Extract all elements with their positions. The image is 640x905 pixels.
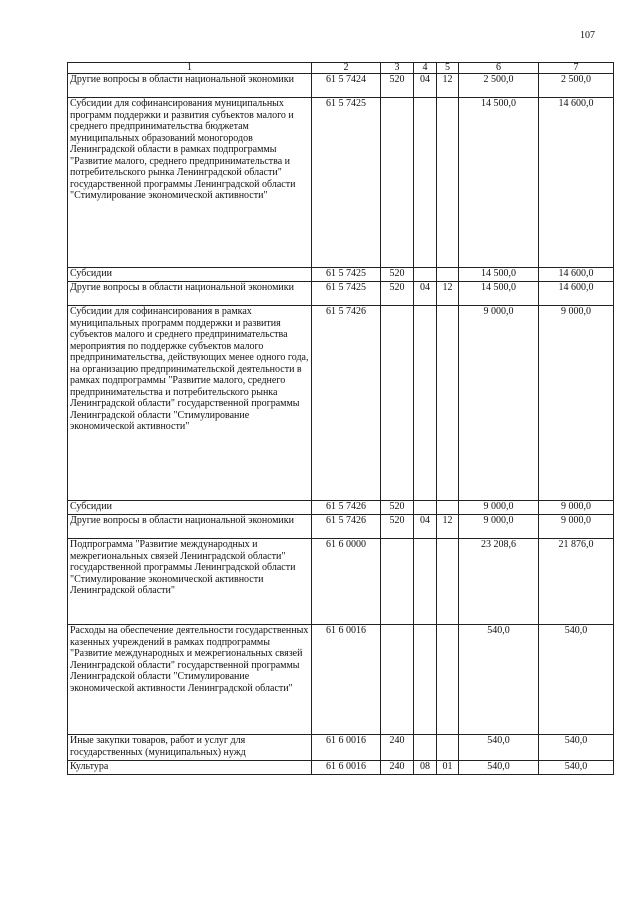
- row-pr: 01: [437, 761, 459, 775]
- row-rz: [414, 98, 437, 268]
- row-code: 61 6 0016: [312, 625, 381, 735]
- row-sum-1: 14 500,0: [459, 268, 539, 282]
- table-row: [68, 539, 614, 625]
- row-code: 61 5 7425: [312, 268, 381, 282]
- row-code: 61 6 0000: [312, 539, 381, 625]
- header-col-7: 7: [539, 63, 614, 74]
- row-name: Субсидии для софинансирования муниципальных программ поддержки и развития субъектов малого и среднего предпринимательства бюджетам муниципальных образований моногородов Ленинградской области в рамках подпрограммы "Развитие малого, среднего предпринимательства и потребительского рынка Ленинградской области" государственной программы Ленинградской области "Стимулирование экономической активности": [68, 98, 312, 268]
- row-sum-2: 540,0: [539, 761, 614, 775]
- row-rz: [414, 306, 437, 501]
- row-code: 61 6 0016: [312, 735, 381, 761]
- row-name: Субсидии: [68, 501, 312, 515]
- row-sum-2: 9 000,0: [539, 306, 614, 501]
- row-rz: [414, 539, 437, 625]
- row-name: Другие вопросы в области национальной экономики: [68, 282, 312, 306]
- row-sum-1: 14 500,0: [459, 282, 539, 306]
- row-name: Расходы на обеспечение деятельности государственных казенных учреждений в рамках подпрограммы "Развитие международных и межрегиональных связей Ленинградской области" государственной программы Ленинградской области "Стимулирование экономической активности Ленинградской области": [68, 625, 312, 735]
- table-row: [68, 625, 614, 735]
- row-vr: [381, 539, 414, 625]
- table-row: [68, 282, 614, 306]
- row-sum-1: 540,0: [459, 625, 539, 735]
- row-vr: 240: [381, 761, 414, 775]
- row-pr: 12: [437, 282, 459, 306]
- row-code: 61 5 7425: [312, 98, 381, 268]
- table-row: [68, 515, 614, 539]
- row-rz: 04: [414, 282, 437, 306]
- row-sum-2: 14 600,0: [539, 98, 614, 268]
- row-sum-1: 540,0: [459, 761, 539, 775]
- row-name: Субсидии: [68, 268, 312, 282]
- row-vr: 240: [381, 735, 414, 761]
- table-row: [68, 306, 614, 501]
- row-sum-2: 540,0: [539, 735, 614, 761]
- row-code: 61 5 7424: [312, 74, 381, 98]
- row-name: Субсидии для софинансирования в рамках муниципальных программ поддержки и развития субъектов малого и среднего предпринимательства мероприятия по поддержке субъектов малого предпринимательства, действующих менее одного года, на организацию предпринимательской деятельности в рамках подпрограммы "Развитие малого, среднего предпринимательства и потребительского рынка Ленинградской области" государственной программы Ленинградской области "Стимулирование экономической активности": [68, 306, 312, 501]
- row-code: 61 5 7425: [312, 282, 381, 306]
- row-pr: [437, 98, 459, 268]
- row-vr: [381, 306, 414, 501]
- row-sum-2: 9 000,0: [539, 501, 614, 515]
- header-col-5: 5: [437, 63, 459, 74]
- header-col-1: 1: [68, 63, 312, 74]
- row-sum-1: 540,0: [459, 735, 539, 761]
- row-pr: [437, 501, 459, 515]
- row-code: 61 5 7426: [312, 501, 381, 515]
- row-pr: [437, 539, 459, 625]
- header-row: [68, 63, 614, 74]
- row-code: 61 6 0016: [312, 761, 381, 775]
- row-sum-2: 2 500,0: [539, 74, 614, 98]
- table-row: [68, 761, 614, 775]
- row-code: 61 5 7426: [312, 515, 381, 539]
- row-sum-2: 14 600,0: [539, 268, 614, 282]
- row-sum-2: 14 600,0: [539, 282, 614, 306]
- row-pr: [437, 625, 459, 735]
- row-sum-1: 23 208,6: [459, 539, 539, 625]
- table-row: [68, 74, 614, 98]
- row-rz: [414, 268, 437, 282]
- table-row: [68, 268, 614, 282]
- row-pr: [437, 268, 459, 282]
- row-rz: [414, 501, 437, 515]
- table-row: [68, 98, 614, 268]
- row-rz: 04: [414, 74, 437, 98]
- row-pr: [437, 735, 459, 761]
- row-rz: [414, 625, 437, 735]
- row-sum-1: 9 000,0: [459, 306, 539, 501]
- row-code: 61 5 7426: [312, 306, 381, 501]
- row-rz: 04: [414, 515, 437, 539]
- header-col-6: 6: [459, 63, 539, 74]
- row-sum-1: 9 000,0: [459, 515, 539, 539]
- header-col-2: 2: [312, 63, 381, 74]
- row-pr: [437, 306, 459, 501]
- row-vr: 520: [381, 515, 414, 539]
- table-row: [68, 501, 614, 515]
- row-name: Иные закупки товаров, работ и услуг для государственных (муниципальных) нужд: [68, 735, 312, 761]
- row-name: Культура: [68, 761, 312, 775]
- row-rz: [414, 735, 437, 761]
- row-vr: [381, 98, 414, 268]
- row-pr: 12: [437, 515, 459, 539]
- row-sum-2: 9 000,0: [539, 515, 614, 539]
- row-sum-1: 9 000,0: [459, 501, 539, 515]
- row-vr: 520: [381, 74, 414, 98]
- row-sum-2: 540,0: [539, 625, 614, 735]
- table-row: [68, 735, 614, 761]
- row-pr: 12: [437, 74, 459, 98]
- row-name: Другие вопросы в области национальной экономики: [68, 515, 312, 539]
- header-col-3: 3: [381, 63, 414, 74]
- row-sum-1: 2 500,0: [459, 74, 539, 98]
- row-name: Подпрограмма "Развитие международных и межрегиональных связей Ленинградской области" государственной программы Ленинградской области "Стимулирование экономической активности Ленинградской области": [68, 539, 312, 625]
- row-rz: 08: [414, 761, 437, 775]
- row-sum-1: 14 500,0: [459, 98, 539, 268]
- page-number: 107: [580, 30, 595, 41]
- header-col-4: 4: [414, 63, 437, 74]
- budget-table: [67, 62, 614, 775]
- row-vr: 520: [381, 268, 414, 282]
- row-vr: 520: [381, 501, 414, 515]
- row-vr: [381, 625, 414, 735]
- row-vr: 520: [381, 282, 414, 306]
- row-name: Другие вопросы в области национальной экономики: [68, 74, 312, 98]
- row-sum-2: 21 876,0: [539, 539, 614, 625]
